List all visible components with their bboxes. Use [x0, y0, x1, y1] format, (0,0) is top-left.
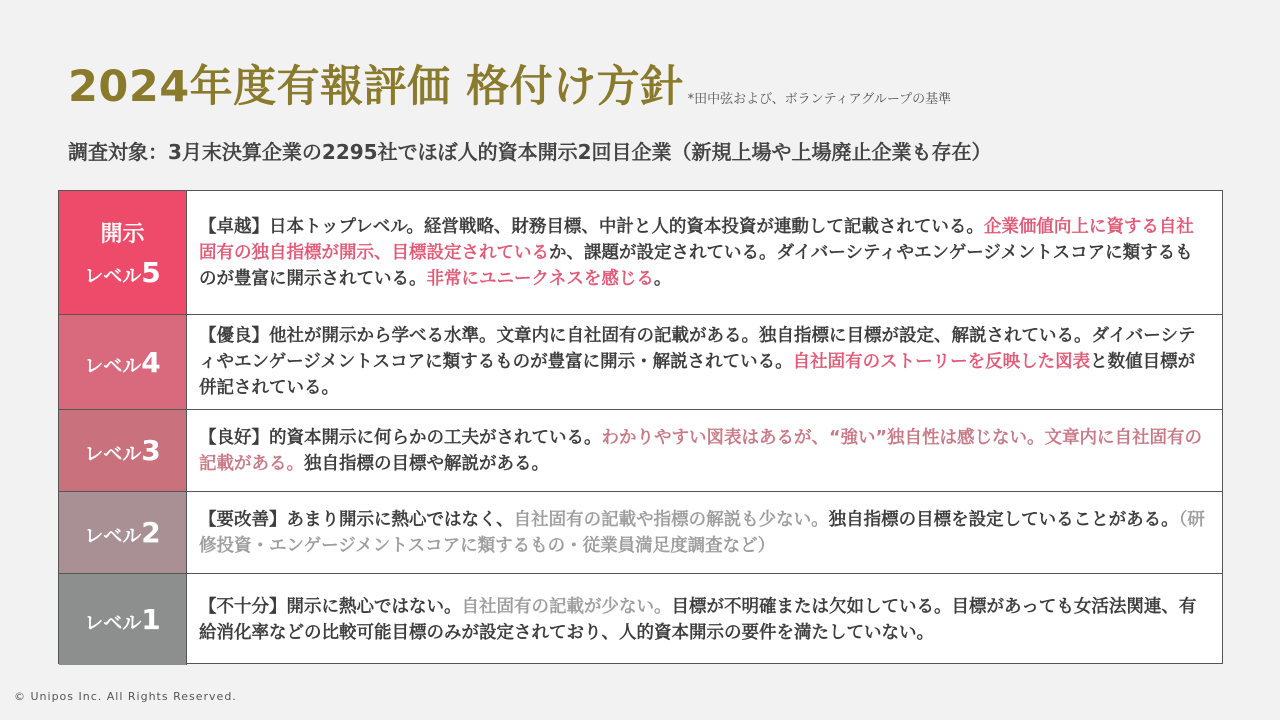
level2-description: 【要改善】あまり開示に熱心ではなく、自社固有の記載や指標の解説も少ない。独自指標の目標を設定していることがある。（研修投資・エンゲージメントスコアに類するもの・従業員満足度調査など） — [199, 509, 1205, 556]
level3-level-label: レベル3 — [84, 434, 161, 467]
page-title: 2024年度有報評価 格付け方針 — [68, 62, 684, 112]
level4-label — [59, 315, 187, 409]
level3-label — [59, 410, 187, 491]
level1-row — [59, 574, 1222, 665]
level2-level-label: レベル2 — [84, 516, 161, 549]
level5-row — [59, 191, 1222, 315]
level4-level-label: レベル4 — [84, 345, 161, 379]
title-row — [68, 62, 952, 112]
rating-table — [58, 190, 1223, 664]
subtitle: 調査対象：3月末決算企業の2295社でほぼ人的資本開示2回目企業（新規上場や上場廃止企業も存在） — [68, 140, 992, 164]
level1-label — [59, 574, 187, 665]
level2-row — [59, 492, 1222, 574]
level3-row — [59, 410, 1222, 492]
level5-level-label: レベル5 — [84, 255, 161, 289]
level5-description: 【卓越】日本トップレベル。経営戦略、財務目標、中計と人的資本投資が連動して記載されている。企業価値向上に資する自社固有の独自指標が開示、目標設定されているか、課題が設定されている。ダイバーシティやエンゲージメントスコアに類するものが豊富に開示されている。非常にユニークネスを感じる。 — [199, 216, 1194, 289]
level2-label — [59, 492, 187, 573]
level1-level-label: レベル1 — [84, 603, 161, 636]
copyright-footer: © Unipos Inc. All Rights Reserved. — [14, 690, 237, 703]
title-note: *田中弦および、ボランティアグループの基準 — [687, 92, 952, 107]
level4-description: 【優良】他社が開示から学べる水準。文章内に自社固有の記載がある。独自指標に目標が設定、解説されている。ダイバーシティやエンゲージメントスコアに類するものが豊富に開示・解説されている。自社固有のストーリーを反映した図表と数値目標が併記されている。 — [199, 326, 1196, 398]
level5-disclosure-label: 開示 — [100, 221, 145, 247]
level4-row — [59, 315, 1222, 410]
level3-description: 【良好】的資本開示に何らかの工夫がされている。わかりやすい図表はあるが、“強い”独自性は感じない。文章内に自社固有の記載がある。独自指標の目標や解説がある。 — [199, 427, 1203, 474]
level1-description: 【不十分】開示に熱心ではない。自社固有の記載が少ない。目標が不明確または欠如している。目標があっても女活法関連、有給消化率などの比較可能目標のみが設定されており、人的資本開示の要件を満たしていない。 — [199, 596, 1197, 643]
level5-label — [59, 191, 187, 314]
